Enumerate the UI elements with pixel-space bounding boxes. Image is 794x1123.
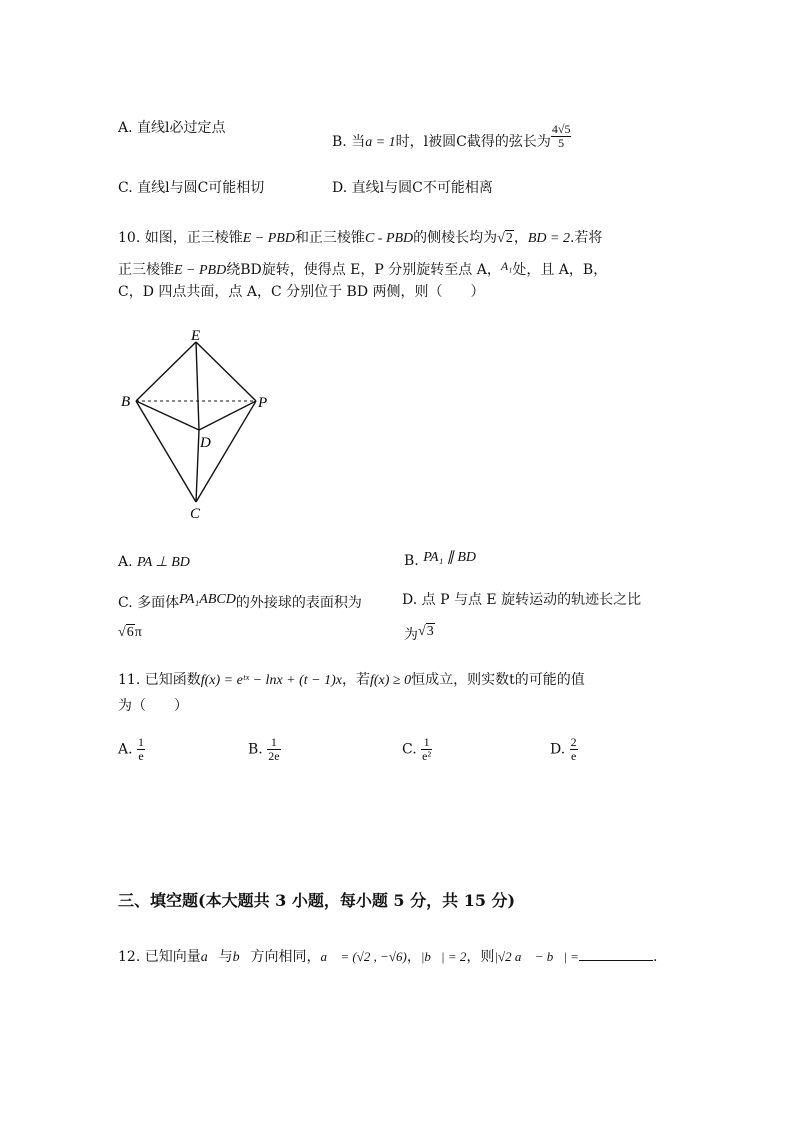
q9-option-c: C. 直线l与圆C可能相切 (118, 180, 265, 196)
q12-vector-a-definition: a⃗ = (√2 , −√6) (320, 949, 407, 964)
q12-text: 方向相同， (250, 949, 321, 965)
q10-pyramid-cpbd: C - PBD (364, 231, 414, 246)
q10-text: 处，且 A，B， (512, 262, 608, 278)
fraction-numerator: 1 (267, 736, 280, 750)
q11-function: f(x) = eᵗˣ − lnx + (t − 1)x (200, 673, 342, 688)
edge-bd (136, 401, 199, 430)
q10-text: ， (513, 230, 528, 246)
fraction-denominator: 2e (268, 749, 280, 763)
q10-option-d-line-1: D. 点 P 与点 E 旋转运动的轨迹长之比 (402, 592, 642, 608)
option-label: A. (118, 741, 133, 758)
q11-option-a-fraction (137, 736, 145, 763)
option-label: D. (550, 741, 566, 758)
q10-pyramid-epbd: E − PBD (174, 263, 227, 278)
q12-stem (118, 946, 657, 968)
fraction-numerator: 2 (570, 735, 577, 749)
q11-stem-line-1 (118, 670, 585, 691)
q11-option-b-fraction (267, 736, 280, 763)
fraction-denominator: e (138, 749, 144, 763)
q11-option-c (402, 736, 432, 763)
q12-answer-blank[interactable] (579, 946, 653, 961)
q9-option-b-condition: a = 1 (365, 135, 396, 150)
fraction-numerator: 4√5 (551, 121, 571, 136)
q10-option-a-expr: PA ⊥ BD (137, 555, 190, 570)
q11-option-b (248, 736, 281, 763)
fraction-numerator: 1 (138, 735, 145, 749)
q10-stem-line-3: C，D 四点共面，点 A，C 分别位于 BD 两侧，则（ ） (118, 284, 485, 300)
q11-text: 恒成立，则实数t的可能的值 (411, 672, 585, 688)
q11-text: ，若 (341, 672, 370, 688)
q10-text: 的侧棱长均为 (413, 230, 498, 246)
q12-text: 与 (218, 949, 233, 965)
q9-option-b-text: 时，l被圆C截得的弦长为 (395, 134, 551, 150)
option-label: A. (118, 554, 138, 570)
q10-pyramid-figure (112, 322, 282, 522)
q9-option-b-prefix: B. 当 (332, 134, 366, 150)
q10-sqrt-6: √6 (118, 625, 134, 640)
q10-bd-length: BD = 2 (527, 231, 570, 246)
q10-option-b (404, 548, 476, 571)
q12-vector-a: a⃗ (200, 950, 219, 965)
q9-option-b (332, 121, 571, 153)
q12-expression: |√2 a⃗ − b⃗| = (494, 949, 579, 964)
fraction-denominator: e (570, 749, 577, 763)
option-text: C. 多面体 (118, 595, 180, 611)
section-3-title: 三、填空题(本大题共 3 小题，每小题 5 分，共 15 分) (118, 891, 516, 910)
figure-label-d: D (200, 435, 211, 451)
q12-vector-b: b⃗ (232, 950, 251, 965)
q11-stem-line-2: 为（ ） (118, 698, 188, 714)
q12-text: . (652, 949, 658, 965)
q9-option-d: D. 直线l与圆C不可能相离 (332, 180, 493, 196)
q10-option-b-expr: PA₁ ∥ BD (423, 550, 477, 565)
option-text: 为 (404, 627, 418, 643)
q11-option-a (118, 736, 145, 763)
q10-option-c-line-1 (118, 590, 362, 613)
q12-text: ， (406, 949, 421, 965)
q11-option-d (550, 736, 578, 763)
q12-text: ，则 (466, 949, 495, 965)
fraction-denominator: e² (422, 749, 432, 763)
radicand: 6 (126, 625, 134, 640)
q9-chord-length-fraction (551, 123, 572, 150)
q10-text: 正三棱锥 (118, 262, 174, 278)
edge-ep (196, 342, 256, 401)
q10-text: 和正三棱锥 (294, 230, 365, 246)
q12-text: 12. 已知向量 (118, 949, 201, 965)
figure-label-e: E (191, 328, 201, 344)
figure-label-b: B (121, 394, 131, 410)
fraction-numerator: 1 (421, 736, 432, 750)
q10-option-a (118, 552, 190, 573)
option-label: B. (248, 741, 263, 758)
q10-stem-line-2 (118, 256, 607, 281)
figure-label-c: C (190, 506, 201, 522)
radicand: 3 (426, 624, 434, 639)
q11-text: 11. 已知函数 (118, 672, 201, 688)
q10-text: .若将 (569, 230, 603, 246)
edge-ed (196, 342, 199, 430)
q9-option-a: A. 直线l必过定点 (118, 120, 226, 136)
q10-point-a1: A₁ (500, 259, 513, 273)
figure-label-p: P (258, 395, 268, 411)
pi-symbol: π (134, 625, 142, 640)
q10-option-c-line-2 (118, 622, 142, 643)
edge-dc (196, 430, 199, 502)
radicand: 2 (505, 231, 513, 246)
fraction-denominator: 5 (558, 135, 565, 150)
q10-sqrt-2: √2 (497, 231, 513, 246)
q10-text: 10. 如图，正三棱锥 (118, 230, 243, 246)
edge-bc (136, 401, 196, 502)
q11-option-c-fraction (421, 736, 432, 763)
edge-eb (136, 342, 196, 401)
q11-condition: f(x) ≥ 0 (369, 673, 412, 688)
q10-option-d-line-2 (404, 622, 435, 645)
option-label: B. (404, 553, 424, 569)
option-text: 的外接球的表面积为 (235, 595, 362, 611)
q10-stem-line-1 (118, 228, 602, 249)
q11-option-d-fraction (570, 736, 578, 763)
q10-sqrt-3: √3 (418, 624, 434, 639)
q10-polyhedron: PA₁ABCD (179, 592, 236, 607)
q10-pyramid-epbd: E − PBD (242, 231, 295, 246)
option-label: C. (402, 741, 417, 758)
q12-magnitude-b: |b⃗| = 2 (420, 949, 467, 964)
q10-text: 绕BD旋转，使得点 E，P 分别旋转至点 A， (226, 262, 501, 278)
